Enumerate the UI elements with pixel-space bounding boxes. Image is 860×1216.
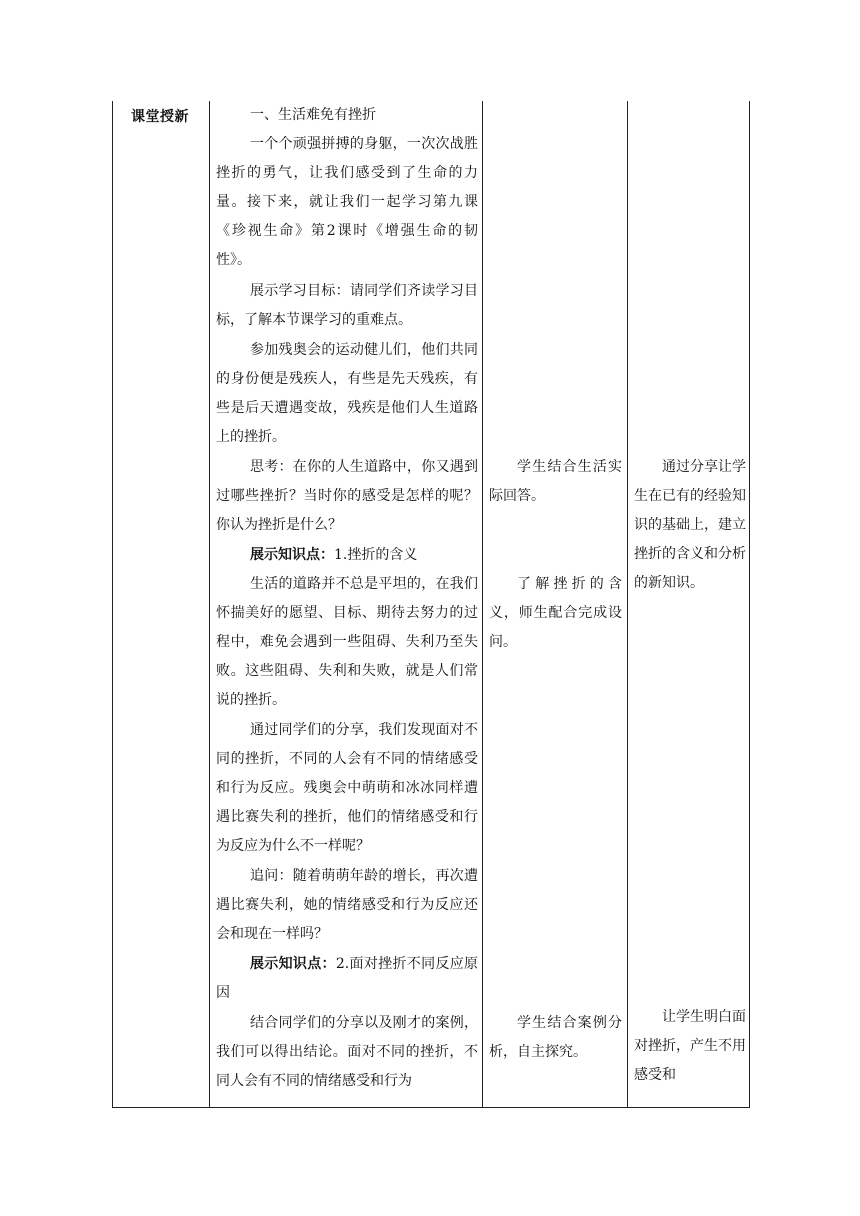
conclusion-paragraph: 结合同学们的分享以及刚才的案例，我们可以得出结论。面对不同的挫折，不同人会有不同的情绪感受和行为 [216, 1015, 478, 1089]
student-activity-2: 了解挫折的含义，师生配合完成设问。 [489, 576, 622, 650]
design-intent-cell [628, 101, 749, 1107]
section-heading: 一、生活难免有挫折 [250, 107, 376, 123]
knowledge-point-2-text: 2.面对挫折不同反应原因 [216, 956, 479, 1001]
intro-paragraph: 一个个顽强拼搏的身躯，一次次战胜挫折的勇气，让我们感受到了生命的力量。接下来，就让我们一起学习第九课《珍视生命》第2课时《增强生命的韧性》。 [216, 136, 478, 268]
student-activity-3: 学生结合案例分析，自主探究。 [489, 1015, 622, 1060]
knowledge-point-1 [216, 541, 478, 570]
knowledge-point-1-text: 1.挫折的含义 [334, 547, 418, 563]
student-activity-1: 学生结合生活实际回答。 [489, 459, 622, 504]
share-paragraph: 通过同学们的分享，我们发现面对不同的挫折，不同的人会有不同的情绪感受和行为反应。残奥会中萌萌和冰冰同样遭遇比赛失利的挫折，他们的情绪感受和行为反应为什么不一样呢？ [216, 722, 478, 854]
student-activity-cell [483, 101, 627, 1107]
definition-paragraph: 生活的道路并不总是平坦的，在我们怀揣美好的愿望、目标、期待去努力的过程中，难免会遇到一些阻碍、失利乃至失败。这些阻碍、失利和失败，就是人们常说的挫折。 [216, 576, 478, 708]
row-label: 课堂授新 [131, 109, 189, 125]
think-question: 思考：在你的人生道路中，你又遇到过哪些挫折？当时你的感受是怎样的呢？你认为挫折是什么？ [216, 459, 478, 533]
knowledge-point-2 [216, 950, 478, 1008]
paralympics-paragraph: 参加残奥会的运动健儿们，他们共同的身份便是残疾人，有些是先天残疾，有些是后天遭遇变故，残疾是他们人生道路上的挫折。 [216, 342, 478, 445]
knowledge-point-2-label: 展示知识点： [250, 956, 336, 972]
table-border-bottom [112, 1107, 750, 1108]
goals-paragraph: 展示学习目标：请同学们齐读学习目标，了解本节课学习的重难点。 [216, 283, 478, 328]
knowledge-point-1-label: 展示知识点： [250, 547, 334, 563]
row-label-cell [113, 101, 209, 1107]
teaching-content-cell [210, 101, 482, 1107]
table-border-right [749, 101, 750, 1108]
design-intent-2: 让学生明白面对挫折，产生不用感受和 [634, 1009, 746, 1083]
design-intent-1: 通过分享让学生在已有的经验知识的基础上，建立挫折的含义和分析的新知识。 [634, 459, 746, 591]
followup-question: 追问：随着萌萌年龄的增长，再次遭遇比赛失利，她的情绪感受和行为反应还会和现在一样吗？ [216, 868, 478, 942]
